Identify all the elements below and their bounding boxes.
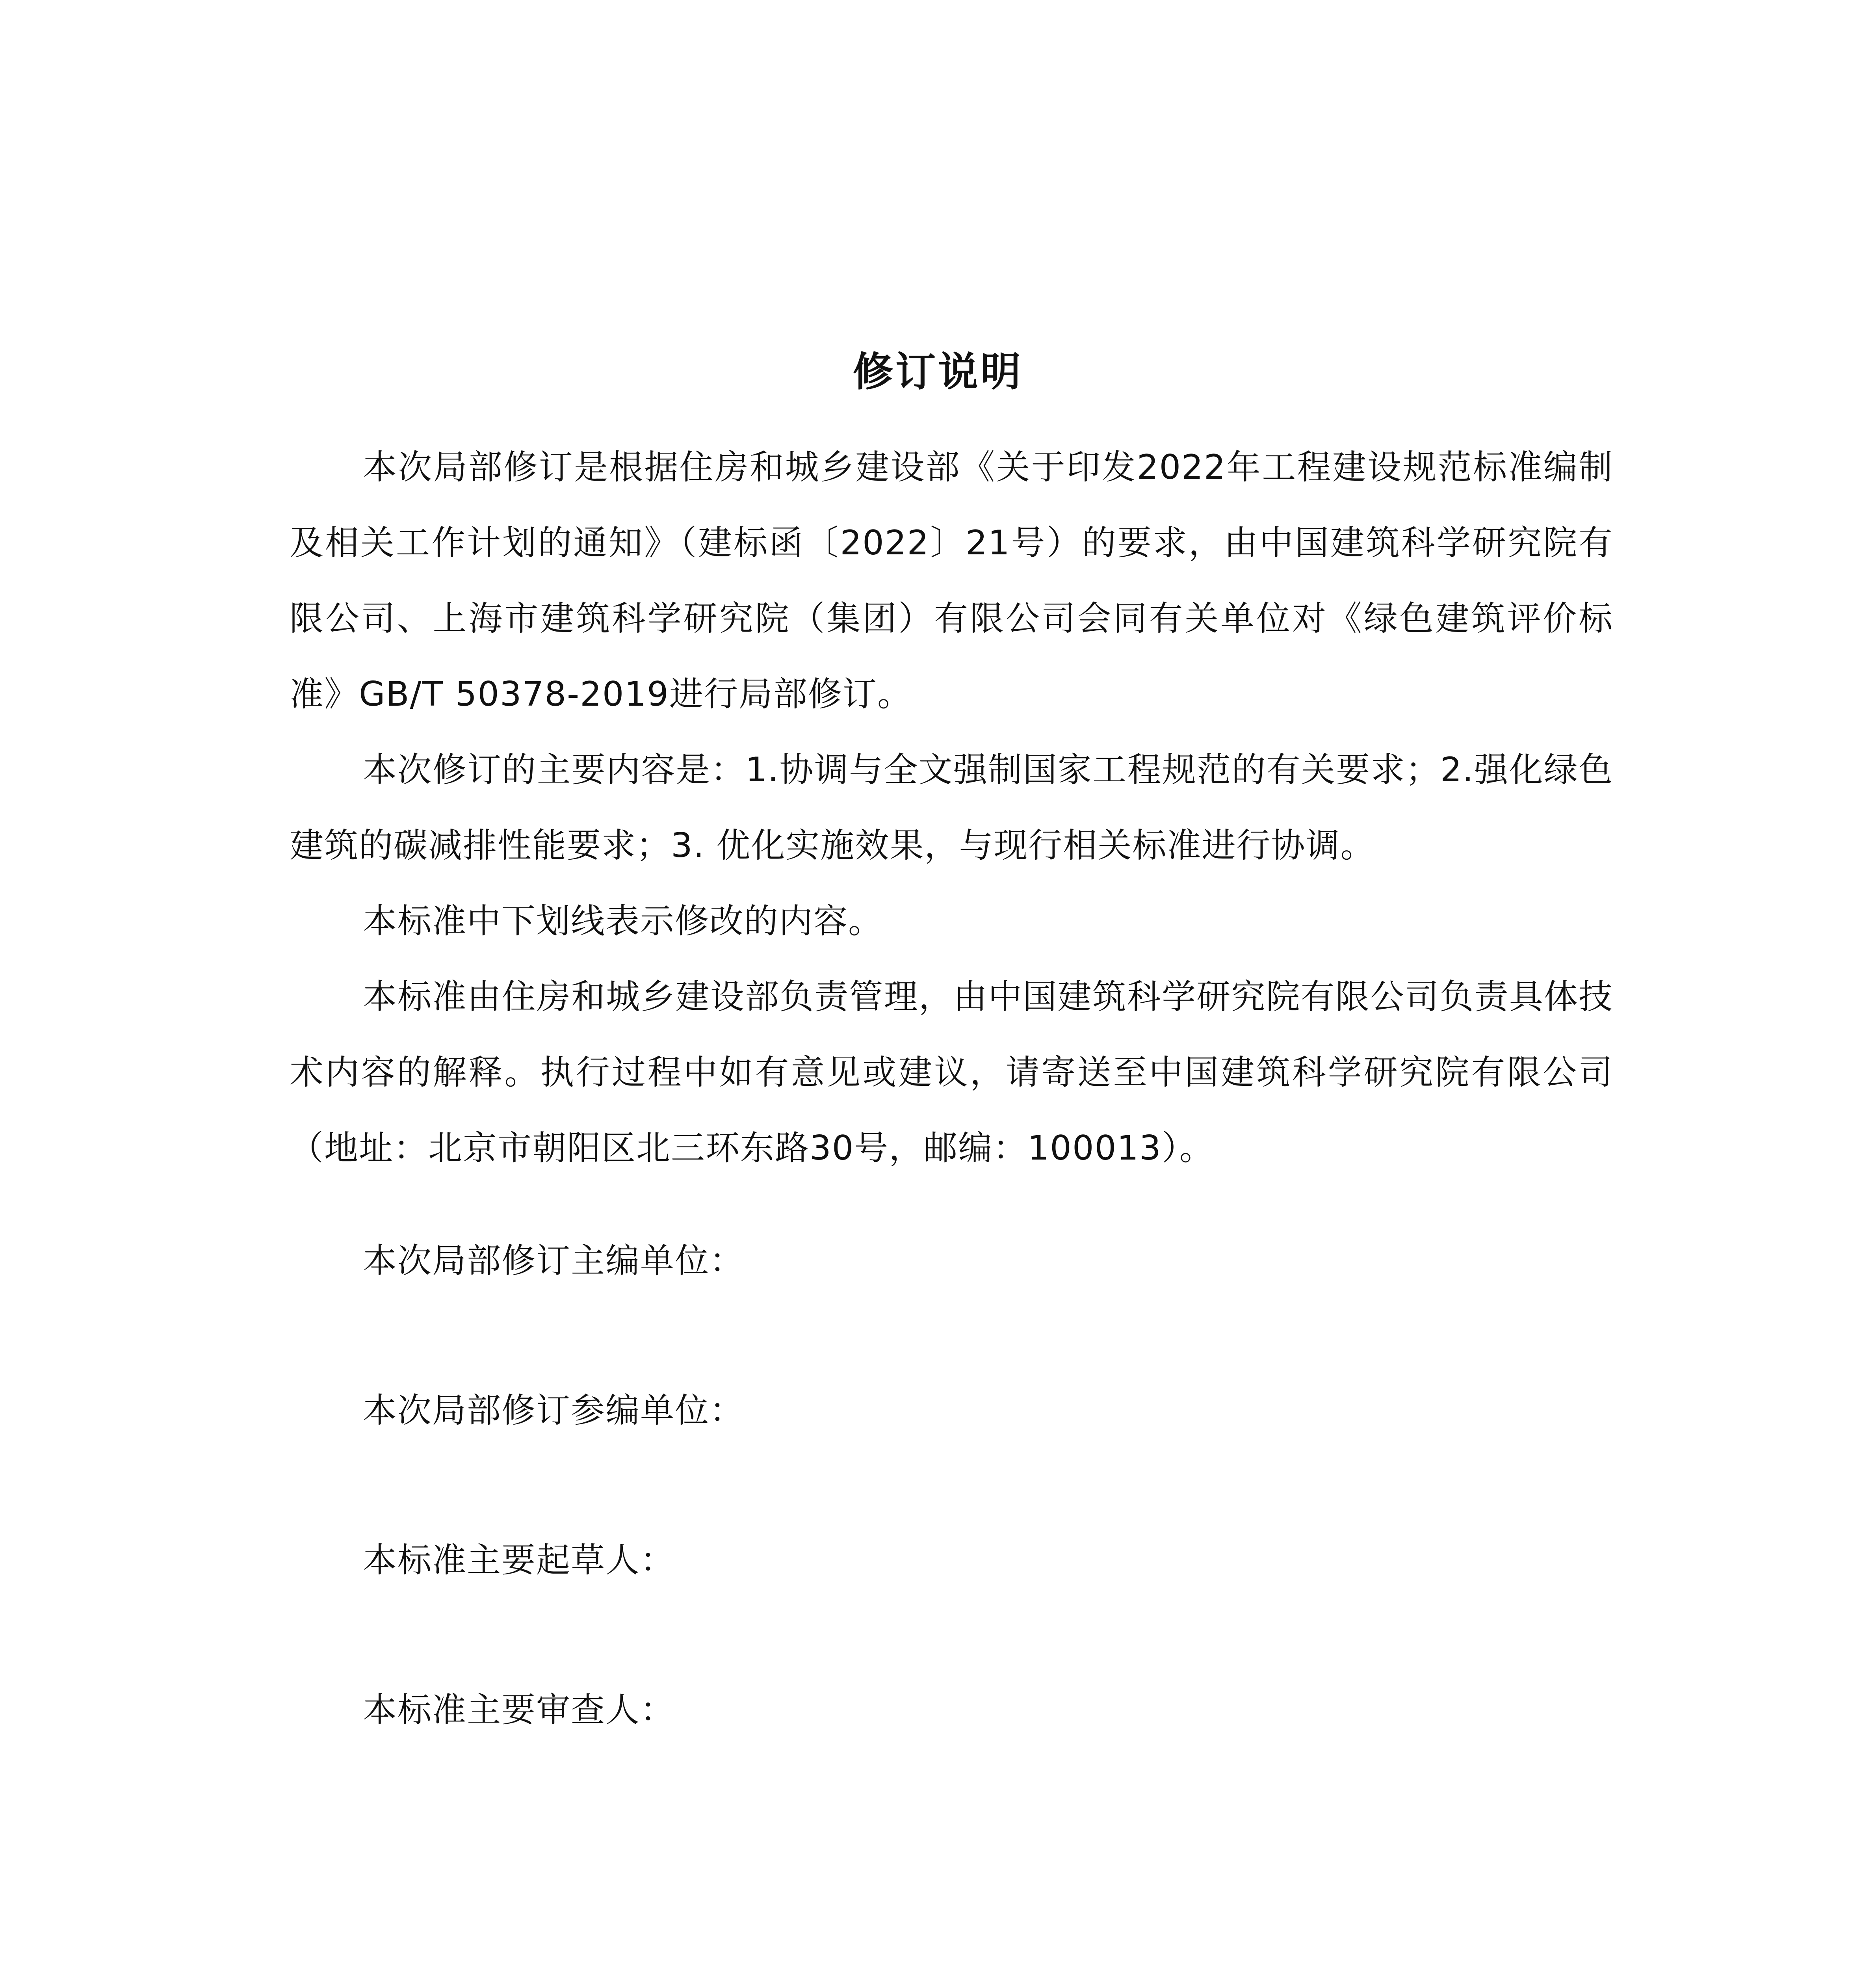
label-chief-units: 本次局部修订主编单位： (363, 1241, 744, 1280)
label-drafters: 本标准主要起草人： (363, 1541, 675, 1580)
page-title: 修订说明 (853, 349, 1023, 396)
paragraph-management: 本标准由住房和城乡建设部负责管理，由中国建筑科学研究院有限公司负责具体技术内容的解释。执行过程中如有意见或建议，请寄送至中国建筑科学研究院有限公司（地址：北京市朝阳区北三环东路30号，邮编：100013）。 (290, 977, 1613, 1168)
label-reviewers: 本标准主要审查人： (363, 1690, 675, 1730)
label-participating-units: 本次局部修订参编单位： (363, 1391, 744, 1430)
paragraph-main-content: 本次修订的主要内容是：1.协调与全文强制国家工程规范的有关要求；2.强化绿色建筑的碳减排性能要求；3. 优化实施效果，与现行相关标准进行协调。 (290, 750, 1613, 865)
revision-notes-body (290, 429, 1613, 1186)
paragraph-underline-note: 本标准中下划线表示修改的内容。 (363, 901, 883, 941)
paragraph-revision-basis: 本次局部修订是根据住房和城乡建设部《关于印发2022年工程建设规范标准编制及相关工作计划的通知》（建标函〔2022〕21号）的要求，由中国建筑科学研究院有限公司、上海市建筑科学研究院（集团）有限公司会同有关单位对《绿色建筑评价标准》GB/T 50378-2019进行局部修订。 (290, 448, 1613, 714)
